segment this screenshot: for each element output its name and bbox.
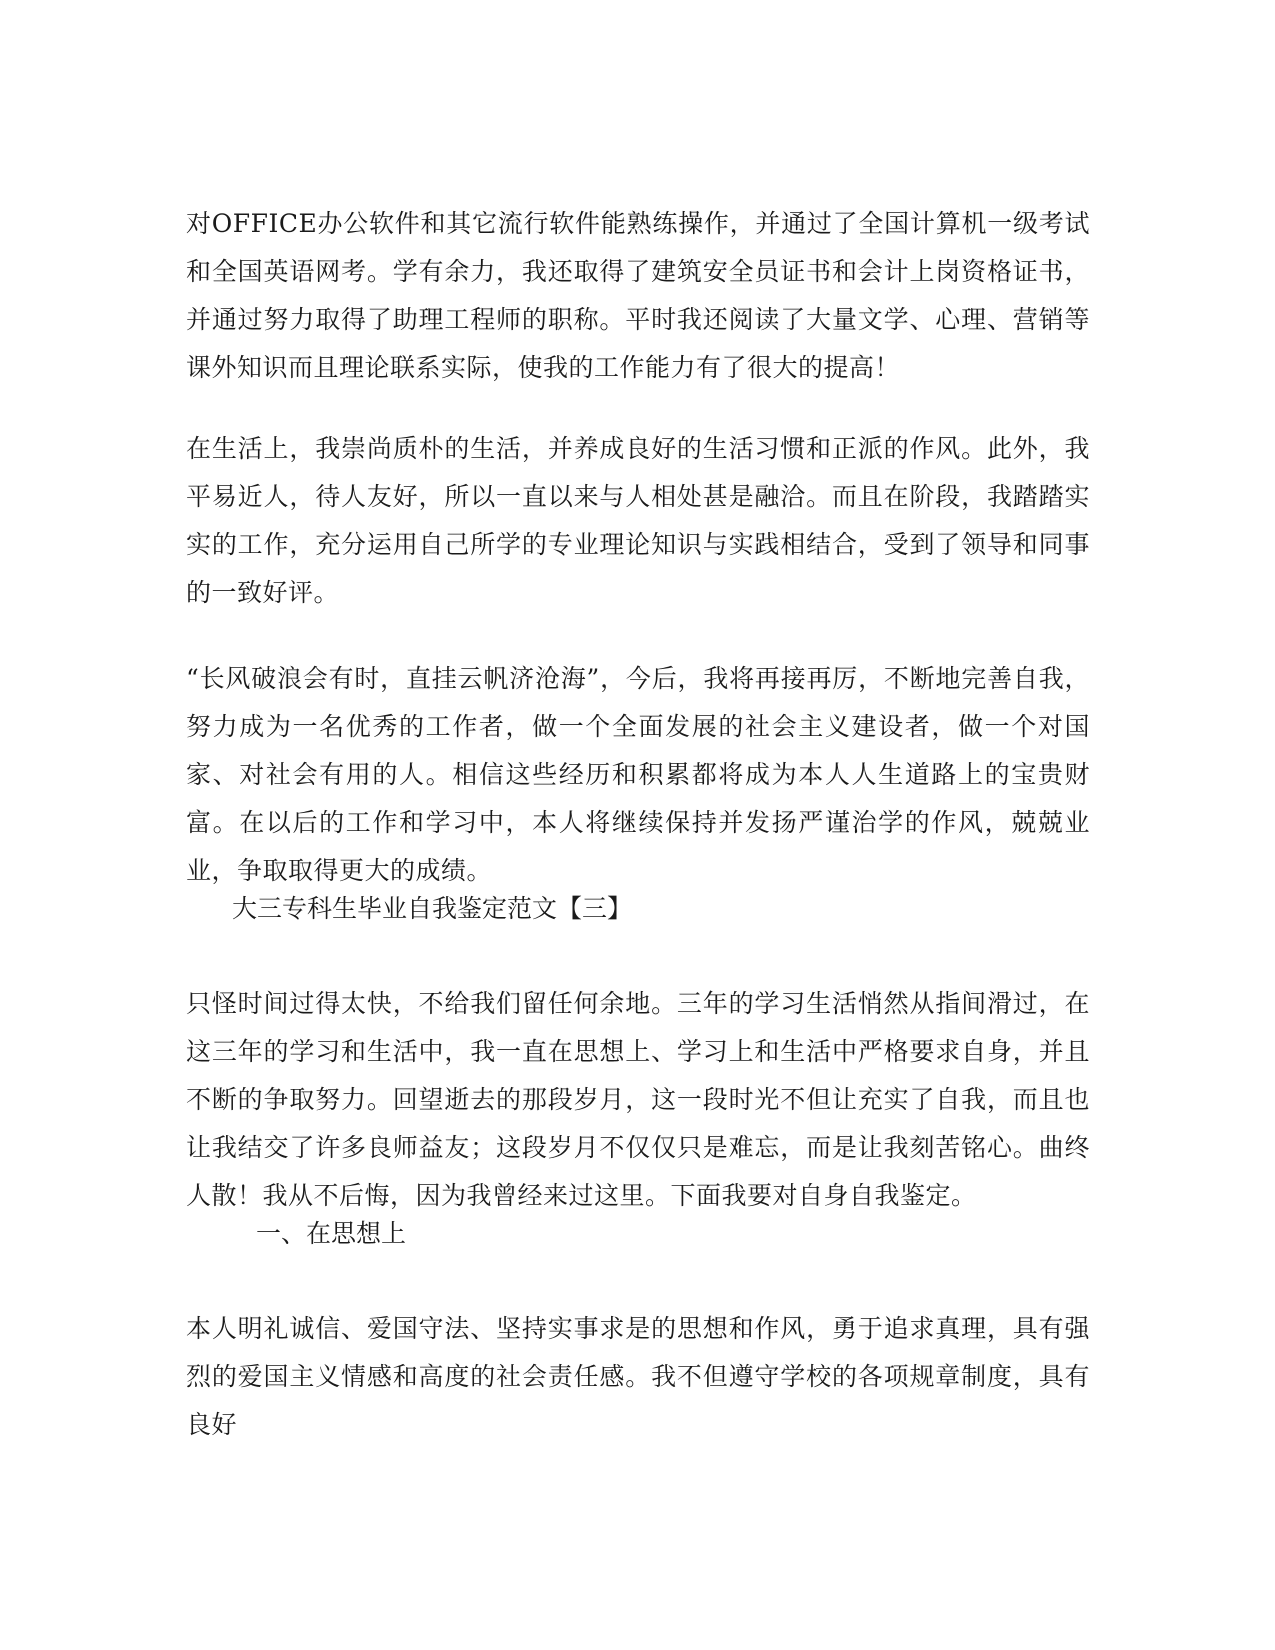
section-title: 大三专科生毕业自我鉴定范文【三】	[232, 894, 633, 923]
paragraph-office-skills: 对OFFICE办公软件和其它流行软件能熟练操作，并通过了全国计算机一级考试和全国英语网考。学有余力，我还取得了建筑安全员证书和会计上岗资格证书，并通过努力取得了助理工程师的职称。平时我还阅读了大量文学、心理、营销等课外知识而且理论联系实际，使我的工作能力有了很大的提高！	[186, 209, 1090, 382]
paragraph-time: 只怪时间过得太快，不给我们留任何余地。三年的学习生活悄然从指间滑过，在这三年的学习和生活中，我一直在思想上、学习上和生活中严格要求自身，并且不断的争取努力。回望逝去的那段岁月，这一段时光不但让充实了自我，而且也让我结交了许多良师益友；这段岁月不仅仅只是难忘，而是让我刻苦铭心。曲终人散！我从不后悔，因为我曾经来过这里。下面我要对自身自我鉴定。	[186, 989, 1090, 1210]
subsection-title: 一、在思想上	[256, 1219, 407, 1248]
paragraph-life: 在生活上，我崇尚质朴的生活，并养成良好的生活习惯和正派的作风。此外，我平易近人，待人友好，所以一直以来与人相处甚是融洽。而且在阶段，我踏踏实实的工作，充分运用自己所学的专业理论知识与实践相结合，受到了领导和同事的一致好评。	[186, 434, 1090, 607]
paragraph-thought: 本人明礼诚信、爱国守法、坚持实事求是的思想和作风，勇于追求真理，具有强烈的爱国主义情感和高度的社会责任感。我不但遵守学校的各项规章制度，具有良好	[186, 1314, 1090, 1439]
paragraph-future: “长风破浪会有时，直挂云帆济沧海”，今后，我将再接再厉，不断地完善自我，努力成为一名优秀的工作者，做一个全面发展的社会主义建设者，做一个对国家、对社会有用的人。相信这些经历和积累都将成为本人人生道路上的宝贵财富。在以后的工作和学习中，本人将继续保持并发扬严谨治学的作风，兢兢业业，争取取得更大的成绩。	[186, 664, 1090, 885]
